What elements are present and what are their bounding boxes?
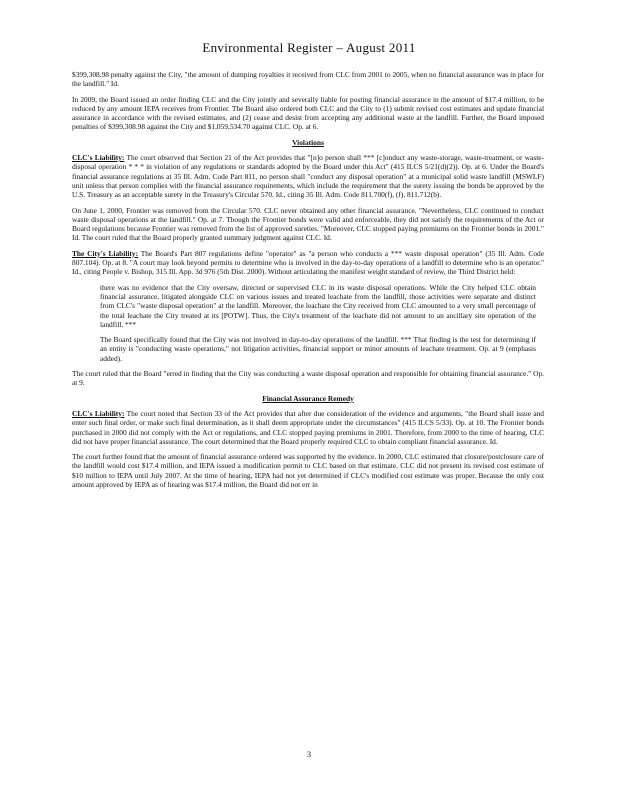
- section-heading: Violations: [292, 137, 324, 147]
- section-heading: Financial Assurance Remedy: [262, 393, 354, 403]
- paragraph-text: The court further found that the amount of financial assurance ordered was supported by the evidence. In 2000, CLC estimated that closure/postclosure care of the landfill would cost $17.4 million, and IEPA issued a modification permit to CLC based on that estimate. CLC did not present its revised cost estimate of $10 million to IEPA until July 2007. At the time of hearing, IEPA had not yet determined if CLC's modified cost estimate was proper. Because the only cost amount approved by IEPA as of hearing was $17.4 million, the Board did not err in: [72, 452, 544, 489]
- paragraph: $399,308.98 penalty against the City, "the amount of dumping royalties it received from CLC from 2001 to 2005, when no financial assurance was in place for the landfill." Id.: [72, 70, 544, 89]
- paragraph-lead: CLC's Liability:: [72, 153, 125, 163]
- paragraph: [72, 452, 544, 489]
- paragraph: The court ruled that the Board "erred in finding that the City was conducting a waste disposal operation and responsible for obtaining financial assurance." Op. at 9.: [72, 369, 544, 388]
- page-number: 3: [307, 750, 311, 759]
- paragraph-text: The court noted that Section 33 of the Act provides that after due consideration of the evidence and arguments, "the Board shall issue and enter such final order, or make such final determination, as it shall deem appropriate under the circumstances" (415 ILCS 5/33). Op. at 10. The Frontier bonds purchased in 2000 did not comply with the Act or regulations, and CLC stopped paying premiums in 2001. Therefore, from 2000 to the time of hearing, CLC did not have proper financial assurance. The court determined that the Board properly required CLC to obtain compliant financial assurance. Id.: [72, 408, 544, 446]
- paragraph-text: The court observed that Section 21 of the Act provides that "[n]o person shall *** [c]onduct any waste-storage, waste-treatment, or waste-disposal operation * * * in violation of any regulations or standards adopted by the Board under this Act" (415 ILCS 5/21(d)(2)). Op. at 6. Under the Board's financial assurance regulations at 35 Ill. Adm. Code Part 811, no person shall "conduct any disposal operation" at a municipal solid waste landfill (MSWLF) unit unless that person complies with the financial assurance requirements, which include the requirement that the surety issuing the bonds be approved by the U.S. Treasury as an acceptable surety in the Treasury's Circular 570. Id., citing 35 Ill. Adm. Code 811.700(f), (f), 811.712(b).: [72, 153, 544, 200]
- paragraph: [72, 206, 544, 243]
- block-quote: The Board specifically found that the City was not involved in day-to-day operations of the landfill. *** That finding is the test for determining if an entity is "conducting waste operations," not litigation activities, financial support or minor amounts of leachate treatment. Op. at 9 (emphasis added).: [100, 335, 536, 363]
- paragraph: [72, 409, 544, 446]
- paragraph-lead: The City's Liability:: [72, 248, 139, 258]
- paragraph-text: On June 1, 2000, Frontier was removed from the Circular 570. CLC never obtained any other financial assurance. "Nevertheless, CLC continued to conduct waste disposal operations at the landfill." Op. at 7. Though the Frontier bonds were valid and enforceable, they did not satisfy the requirements of the Act or Board regulations because Frontier was removed from the list of approved sureties. "Moreover, CLC stopped paying premiums on the Frontier bonds in 2001." Id. The court ruled that the Board properly granted summary judgment against CLC. Id.: [72, 205, 544, 243]
- running-header: Environmental Register – August 2011: [202, 40, 416, 55]
- paragraph: In 2009, the Board issued an order finding CLC and the City jointly and severally liable for posting financial assurance in the amount of $17.4 million, to be reduced by any amount IEPA receives from Frontier. The Board also ordered both CLC and the City to (1) submit revised cost estimates and update financial assurance in accordance with the revised estimates, and (2) cease and desist from accepting any additional waste at the landfill. Further, the Board imposed penalties of $399,308.98 against the City and $1,059,534.70 against CLC. Op. at 6.: [72, 94, 544, 132]
- document-body: [72, 70, 544, 495]
- paragraph-text: The Board's Part 807 regulations define "operator" as "a person who conducts a *** waste disposal operation" (35 Ill. Adm. Code 807.104). Op. at 8. "A court may look beyond permits to determine who is involved in the day-to-day operations of a landfill to determine who is an operator." Id., citing People v. Bishop, 315 Ill. App. 3d 976 (5th Dist. 2000). Without articulating the manifest weight standard of review, the Third District held:: [72, 248, 544, 277]
- paragraph: [72, 153, 544, 199]
- block-quote: there was no evidence that the City oversaw, directed or supervised CLC in its waste disposal operations. While the City helped CLC obtain financial assurance, litigated alongside CLC on various issues and treated leachate from the landfill, those activities were separate and distinct from CLC's "waste disposal operation" at the landfill. Moreover, the leachate the City received from CLC amounted to a very small percentage of the total leachate the City treated at its [POTW]. Thus, the City's treatment of the leachate did not amount to an ancillary site operation of the landfill. ***: [100, 282, 536, 329]
- paragraph: [72, 249, 544, 277]
- paragraph-lead: CLC's Liability:: [72, 408, 125, 418]
